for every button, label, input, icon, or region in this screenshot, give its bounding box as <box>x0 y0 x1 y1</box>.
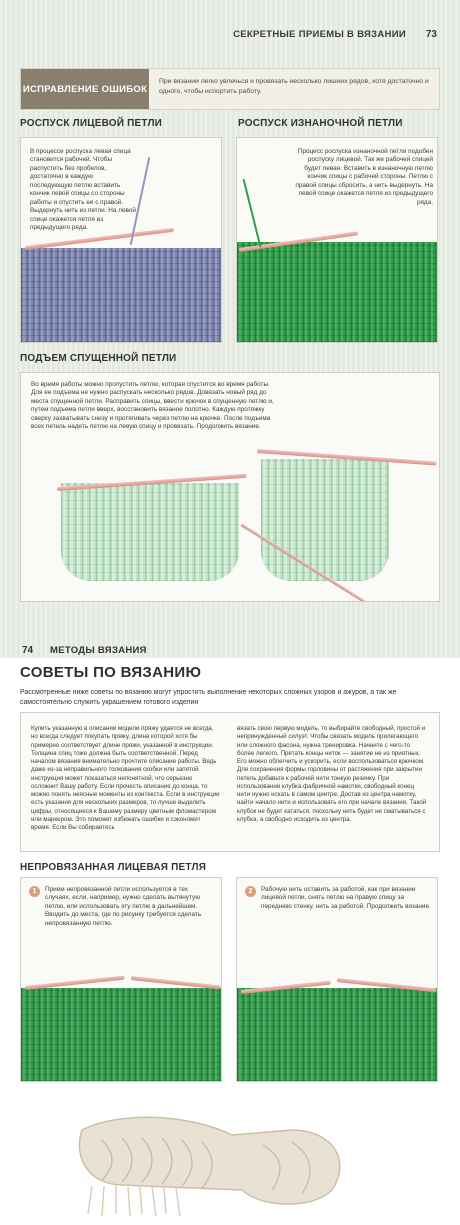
green-swatch-image <box>21 988 221 1081</box>
yarn-strand <box>243 179 262 247</box>
knit-unravel-text: В процессе роспуска левая спица становится рабочей. Чтобы распустить без пробелов, достаточно в каждую последующую петлю вставить кончик левой спицы со стороны работы и спустить ее с правой. Выдернуть нить из петли. На левой спице окажется петля из предыдущего ряда. <box>30 148 136 232</box>
tips-box <box>20 712 440 852</box>
tips-right-column: вязать свою первую модель, то выбирайте свободный, простой и непринужденный силуэт. Чтобы связать модель прилегающего или сложного фасона, нужна тренировка. Начните с чего-то более легкого. Прятать концы ниток — занятие не из приятных. Его можно облегчить и ускорить, если воспользоваться крючком. Для сохранения формы горловины от растяжения при закрытии петель добавьте к рабочей нити тонкую резинку. При использовании клубка фабричной намотки, свободный конец нити нужно искать в самом центре. Достав из центра намотку, найти начало нити и использовать его при начале вязания. Такой клубок не будет кататься, поскольку нить будет не сматываться с клубка, а свободно исходить из центра. <box>237 725 427 823</box>
knit-unravel-panel <box>20 137 222 343</box>
green-purl-swatch-image <box>237 242 437 342</box>
mitten-illustration <box>62 1090 362 1218</box>
dropped-stitch-heading: ПОДЪЕМ СПУЩЕННОЙ ПЕТЛИ <box>20 353 177 364</box>
page-number: 74 <box>22 645 34 656</box>
step-2-text: Рабочую нить оставить за работой, как при вязании лицевой петли, снять петлю на правую спицу за переднюю стенку, нить за работой. Продолжить вязание. <box>261 886 431 910</box>
mint-swatch-right-image <box>261 459 389 581</box>
running-head <box>0 0 460 60</box>
dropped-stitch-text: Во время работы можно пропустить петлю, которая спустится во время работы. Для ее подъема не нужно распускать несколько рядов. Довязать новый ряд до места спущенной петли. Расправить спицы, ввести крючок в спущенную петлю и, путем подъема петли вверх, восстановить вязаное полотно. Каждую протяжку сверху захватывать снизу и протягивать через петлю на крючке. После подъема всех петель надеть петлю на левую спицу и провязать. Продолжить вязание. <box>31 381 274 431</box>
purl-unravel-panel <box>236 137 438 343</box>
tips-left-column: Купить указанную в описании модели пряжу удается не всегда, но всегда следует покупать пряжу, длина которой хотя бы примерно соответствует длине пряжи, указанной в инструкции. Толщина спиц тоже должна быть соответственной. Перед началом вязания внимательно прочтите описание работы. Ведь даже из-за неправильного толкования скобки или запятой инструкция может показаться непонятной, что серьезно осложнит Вашу работу. Если прочесть описание до конца, то можно понять неясные моменты из контекста. Если в инструкции есть указания для нескольких размеров, то лучше выделить цифры, относящиеся к Вашему размеру цветным фломастером или маркером. Это поможет избежать ошибки и сэкономит время. Если Вы собираетесь <box>31 725 220 831</box>
purl-unravel-text: Процесс роспуска изнаночной петли подобен роспуску лицевой. Так же рабочей спицей будет левая. Вставить в изнаночную петлю кончик спицы с рабочей стороны. Петлю с правой спицы сбросить, а нить выдернуть. На левой спице окажется петля из предыдущего ряда. <box>295 148 433 206</box>
fix-errors-banner <box>20 68 440 110</box>
intro-text: Рассмотренные ниже советы по вязанию могут упростить выполнение некоторых сложных узоров и ажуров, а так же самостоятельно служить украшением готового изделия <box>20 689 397 706</box>
knitted-mitten-image <box>62 1090 362 1218</box>
purl-unravel-heading: РОСПУСК ИЗНАНОЧНОЙ ПЕТЛИ <box>238 118 403 129</box>
step-2-panel <box>236 877 438 1082</box>
page-number: 73 <box>425 29 437 40</box>
page-title: СОВЕТЫ ПО ВЯЗАНИЮ <box>20 664 202 681</box>
page-74 <box>0 612 460 1225</box>
step-1-number: 1 <box>29 886 40 897</box>
step-2-number: 2 <box>245 886 256 897</box>
dropped-stitch-panel <box>20 372 440 602</box>
step-1-panel <box>20 877 222 1082</box>
fix-errors-text: При вязании легко увлечься и провязать несколько лишних рядов, хотя достаточно и одного, чтобы испортить работу. <box>159 78 429 95</box>
fix-errors-label <box>21 69 149 109</box>
knit-unravel-heading: РОСПУСК ЛИЦЕВОЙ ПЕТЛИ <box>20 118 163 129</box>
running-head-title: СЕКРЕТНЫЕ ПРИЕМЫ В ВЯЗАНИИ <box>233 29 406 40</box>
running-head-title: МЕТОДЫ ВЯЗАНИЯ <box>50 645 147 656</box>
green-swatch-image <box>237 988 437 1081</box>
page-73 <box>0 0 460 612</box>
unknitted-heading: НЕПРОВЯЗАННАЯ ЛИЦЕВАЯ ПЕТЛЯ <box>20 862 207 873</box>
step-1-text: Прием непровязанной петли используется в тех случаях, если, например, нужно сделать вытянутую петлю, или использовать эту петлю в дальнейшем. Вводить до места, где по рисунку требуется сделать непровязанную петлю. <box>45 886 202 927</box>
mint-swatch-left-image <box>61 483 239 581</box>
blue-knit-swatch-image <box>21 248 221 342</box>
fix-errors-label-text: ИСПРАВЛЕНИЕ ОШИБОК <box>22 83 148 95</box>
